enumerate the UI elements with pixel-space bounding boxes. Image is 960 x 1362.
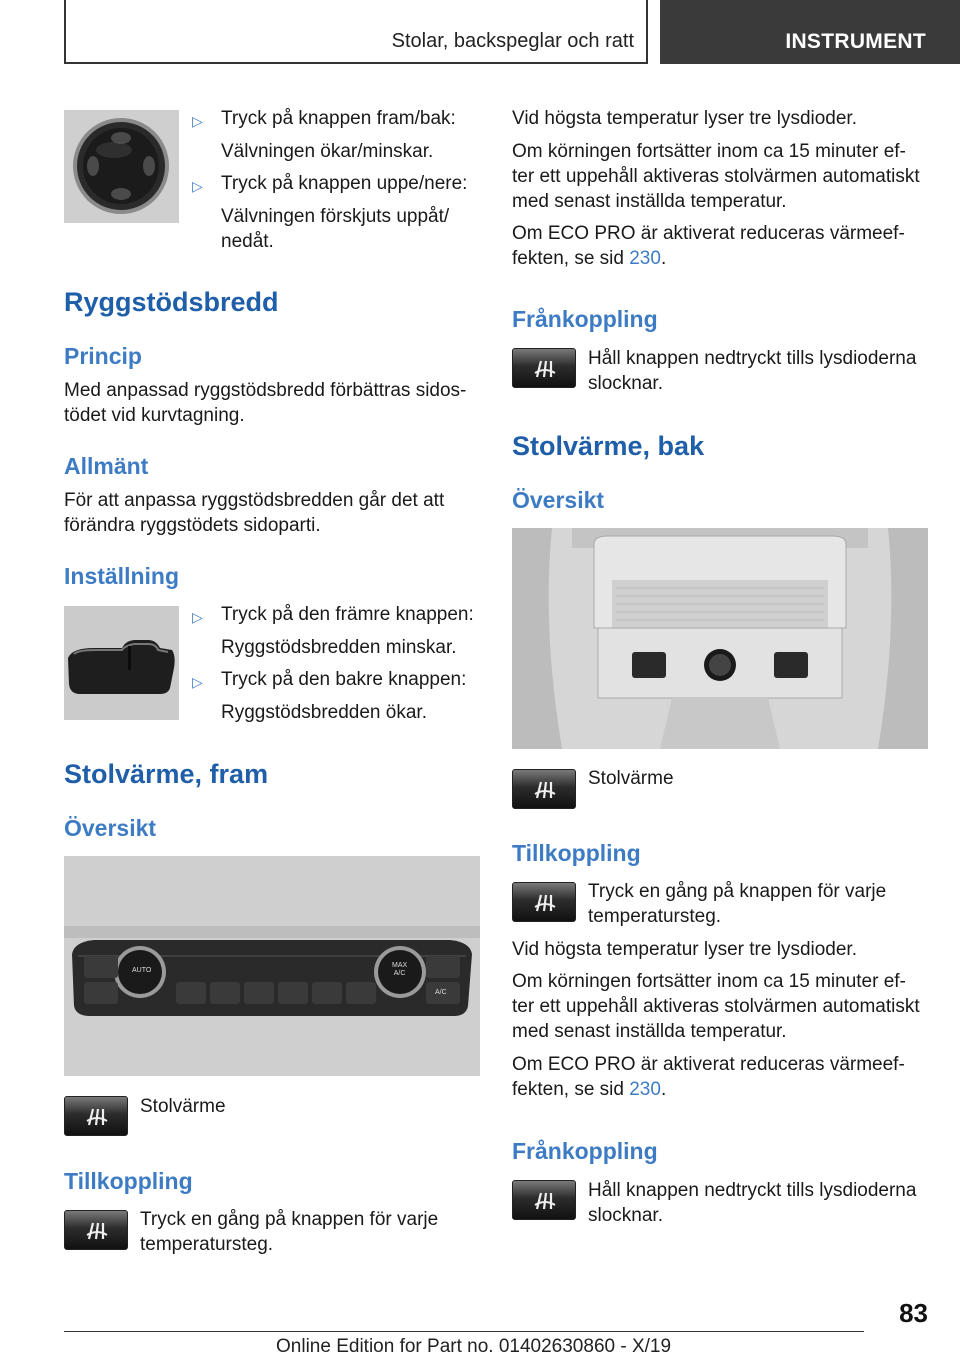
backrest-width-title: Ryggstödsbredd (64, 287, 279, 317)
width-bullet-2: Tryck på den bakre knappen: (221, 669, 467, 690)
eco-text-suffix: . (660, 1079, 667, 1100)
page-header (0, 0, 960, 66)
front-climate-panel-image (64, 856, 480, 1076)
bullet-triangle-icon: ▷ (192, 178, 203, 194)
footer-divider (64, 1331, 864, 1332)
seat-heating-button-icon (512, 348, 576, 388)
principle-text-2: tödet vid kurvtagning. (64, 405, 245, 426)
rear-switch-on-text-2: temperatursteg. (588, 906, 722, 927)
rear-icon-caption: Stolvärme (588, 768, 674, 789)
footer-edition: Online Edition for Part no. 01402630860 - X/19 (276, 1336, 672, 1357)
page-link[interactable]: 230 (629, 248, 661, 269)
bullet-triangle-icon: ▷ (192, 113, 203, 129)
seat-heat-icon (531, 355, 559, 383)
front-led-text: Vid högsta temperatur lyser tre lysdioder. (512, 108, 857, 129)
bullet-triangle-icon: ▷ (192, 674, 203, 690)
chapter-title: INSTRUMENT (785, 30, 926, 53)
eco-text-suffix: . (660, 248, 667, 269)
rear-auto-text-2: ter ett uppehåll aktiveras stolvärmen automatiskt (512, 996, 920, 1017)
rear-off-text-1: Håll knappen nedtryckt tills lysdioderna (588, 1180, 917, 1201)
eco-text-prefix: fekten, se sid (512, 1079, 630, 1100)
width-result-2: Ryggstödsbredden ökar. (221, 702, 427, 723)
panel-ac-label: A/C (435, 989, 447, 996)
width-result-1: Ryggstödsbredden minskar. (221, 637, 457, 658)
lumbar-result-2b: nedåt. (221, 231, 274, 252)
front-switch-on-text-2: temperatursteg. (140, 1234, 274, 1255)
page-link[interactable]: 230 (629, 1079, 661, 1100)
lumbar-result-1: Välvningen ökar/minskar. (221, 141, 434, 162)
seat-heat-icon (531, 776, 559, 804)
width-bullet-1: Tryck på den främre knappen: (221, 604, 474, 625)
page-number: 83 (899, 1298, 928, 1328)
rear-switch-on-text-1: Tryck en gång på knappen för varje (588, 881, 887, 902)
seat-heating-button-icon (512, 769, 576, 809)
seat-heat-icon (83, 1103, 111, 1131)
front-auto-text-1: Om körningen fortsätter inom ca 15 minuter ef‐ (512, 141, 906, 162)
seat-heating-button-icon (64, 1096, 128, 1136)
front-off-text-1: Håll knappen nedtryckt tills lysdioderna (588, 348, 917, 369)
general-heading: Allmänt (64, 453, 149, 479)
rear-eco-text-1: Om ECO PRO är aktiverat reduceras värmeef‐ (512, 1054, 905, 1075)
setting-heading: Inställning (64, 563, 179, 589)
front-off-text-2: slocknar. (588, 373, 663, 394)
seat-heat-icon (531, 889, 559, 917)
front-auto-text-2: ter ett uppehåll aktiveras stolvärmen automatiskt (512, 166, 920, 187)
rear-console-image (512, 528, 928, 749)
lumbar-bullet-2: Tryck på knappen uppe/nere: (221, 173, 468, 194)
rear-overview-heading: Översikt (512, 487, 605, 513)
front-eco-text-1: Om ECO PRO är aktiverat reduceras värmeef‐ (512, 223, 905, 244)
rear-off-heading: Frånkoppling (512, 1138, 658, 1164)
climate-panel-illustration (64, 856, 480, 1076)
lumbar-knob-image (64, 110, 179, 223)
rear-switch-on-heading: Tillkoppling (512, 840, 641, 866)
rear-heat-title: Stolvärme, bak (512, 431, 705, 461)
rear-auto-text-3: med senast inställda temperatur. (512, 1021, 787, 1042)
seat-heating-button-icon (64, 1210, 128, 1250)
rear-led-text: Vid högsta temperatur lyser tre lysdioder. (512, 939, 857, 960)
lumbar-result-2a: Välvningen förskjuts uppåt/ (221, 206, 450, 227)
rear-auto-text-1: Om körningen fortsätter inom ca 15 minuter ef‐ (512, 971, 906, 992)
width-button-image (64, 606, 179, 720)
front-switch-on-text-1: Tryck en gång på knappen för varje (140, 1209, 439, 1230)
front-heat-title: Stolvärme, fram (64, 759, 269, 789)
seat-heat-icon (83, 1217, 111, 1245)
chapter-tab (660, 0, 960, 64)
front-off-heading: Frånkoppling (512, 306, 658, 332)
seat-heating-button-icon (512, 882, 576, 922)
section-title: Stolar, backspeglar och ratt (391, 30, 634, 52)
lumbar-bullet-1: Tryck på knappen fram/bak: (221, 108, 456, 129)
seat-heating-button-icon (512, 1180, 576, 1220)
width-button-illustration (64, 606, 179, 720)
general-text-2: förändra ryggstödets sidoparti. (64, 515, 321, 536)
front-overview-heading: Översikt (64, 815, 157, 841)
principle-text-1: Med anpassad ryggstödsbredd förbättras sidos‐ (64, 380, 467, 401)
rear-console-illustration (512, 528, 928, 749)
bullet-triangle-icon: ▷ (192, 609, 203, 625)
front-auto-text-3: med senast inställda temperatur. (512, 191, 787, 212)
panel-auto-label: AUTO (132, 967, 152, 974)
front-icon-caption: Stolvärme (140, 1096, 226, 1117)
rear-off-text-2: slocknar. (588, 1205, 663, 1226)
rear-eco-text-2 (512, 1077, 666, 1102)
panel-max-ac-label: MAX A/C (392, 962, 408, 977)
seat-heat-icon (531, 1187, 559, 1215)
section-tab (64, 0, 648, 64)
front-switch-on-heading: Tillkoppling (64, 1168, 193, 1194)
principle-heading: Princip (64, 343, 142, 369)
general-text-1: För att anpassa ryggstödsbredden går det att (64, 490, 445, 511)
lumbar-knob-illustration (64, 110, 179, 223)
front-eco-text-2 (512, 246, 666, 271)
eco-text-prefix: fekten, se sid (512, 248, 630, 269)
